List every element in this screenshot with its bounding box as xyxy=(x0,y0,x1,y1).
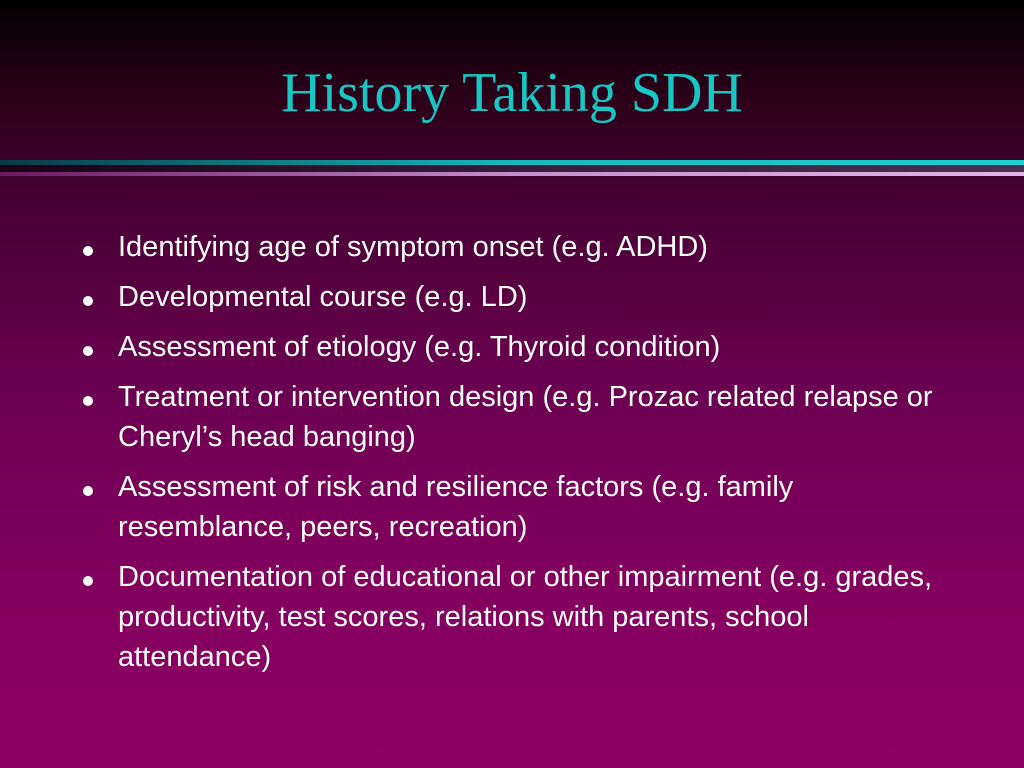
bullet-text: Documentation of educational or other impairment (e.g. grades, productivity, test scores, relations with parents, school attendance) xyxy=(118,561,933,673)
slide-title: History Taking SDH xyxy=(281,62,743,124)
bullet-text: Identifying age of symptom onset (e.g. ADHD) xyxy=(118,231,708,263)
bullet-item xyxy=(80,327,950,367)
bullet-item xyxy=(80,227,950,267)
bullet-text: Treatment or intervention design (e.g. Prozac related relapse or Cheryl’s head banging) xyxy=(118,381,933,453)
bullet-text: Assessment of etiology (e.g. Thyroid condition) xyxy=(118,331,721,363)
bullet-dot-icon xyxy=(83,576,93,586)
bullet-text: Assessment of risk and resilience factors (e.g. family resemblance, peers, recreation) xyxy=(118,471,794,543)
bullet-list xyxy=(80,227,950,687)
bullet-dot-icon xyxy=(83,486,93,496)
bullet-item xyxy=(80,377,950,457)
bullet-item xyxy=(80,557,950,677)
bullet-dot-icon xyxy=(83,296,93,306)
bullet-dot-icon xyxy=(83,396,93,406)
bullet-item xyxy=(80,277,950,317)
bullet-dot-icon xyxy=(83,246,93,256)
bullet-text: Developmental course (e.g. LD) xyxy=(118,281,528,313)
title-divider-pink xyxy=(0,172,1024,176)
bullet-dot-icon xyxy=(83,346,93,356)
title-divider-dark xyxy=(0,165,1024,172)
bullet-item xyxy=(80,467,950,547)
